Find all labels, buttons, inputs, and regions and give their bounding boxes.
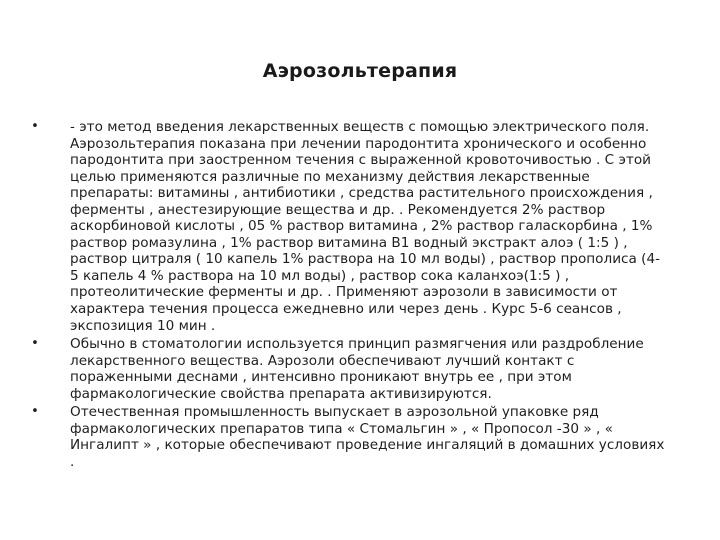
bullet-item: [28, 336, 668, 402]
bullet-text: - это метод введения лекарственных веществ с помощью электрического поля. Аэрозольтерапия показана при лечении пародонтита хронического и особенно пародонтита при заостренном течения с выраженной кровоточивостью . С этой целью применяются различные по механизму действия лекарственные препараты: витамины , антибиотики , средства растительного происхождения , ферменты , анестезирующие вещества и др. . Рекомендуется 2% раствор аскорбиновой кислоты , 05 % раствор витамина , 2% раствор галаскорбина , 1% раствор ромазулина , 1% раствор витамина В1 водный экстракт алоэ ( 1:5 ) , раствор цитраля ( 10 капель 1% раствора на 10 мл воды) , раствор прополиса (4-5 капель 4 % раствора на 10 мл воды) , раствор сока каланхоэ(1:5 ) , протеолитические ферменты и др. . Применяют аэрозоли в зависимости от характера течения процесса ежедневно или через день . Курс 5-6 сеансов , экспозиция 10 мин .: [70, 119, 661, 334]
bullet-marker-icon: •: [31, 404, 39, 420]
slide-title: Аэрозольтерапия: [262, 60, 458, 82]
bullet-item: [28, 119, 668, 334]
bullet-item: [28, 404, 668, 470]
bullet-text: Обычно в стоматологии используется принцип размягчения или раздробление лекарственного вещества. Аэрозоли обеспечивают лучший контакт с пораженными деснами , интенсивно проникают внутрь ее , при этом фармакологические свойства препарата активизируются.: [70, 336, 644, 402]
bullet-marker-icon: •: [31, 336, 39, 352]
bullet-text: Отечественная промышленность выпускает в аэрозольной упаковке ряд фармакологических препаратов типа « Стомальгин » , « Пропосол -30 » , « Ингалипт » , которые обеспечивают проведение ингаляций в домашних условиях .: [70, 404, 665, 470]
bullet-marker-icon: •: [31, 119, 39, 134]
bullet-list: [28, 119, 668, 470]
